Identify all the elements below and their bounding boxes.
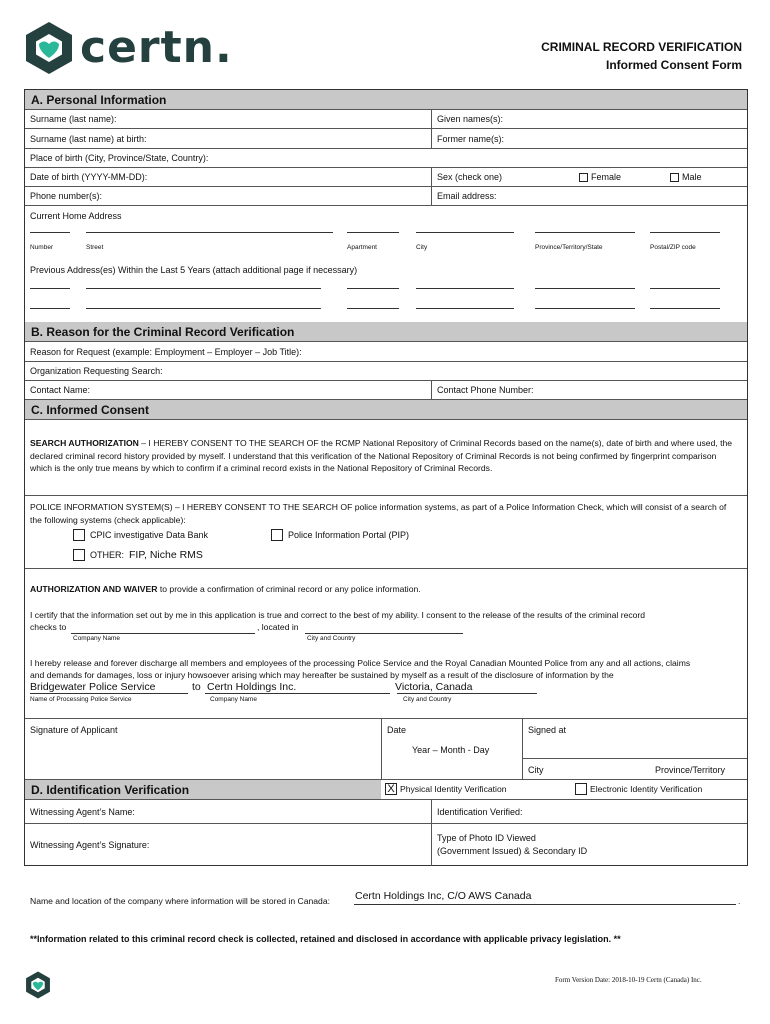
police-systems-block	[25, 496, 747, 569]
other-label: OTHER:	[90, 550, 125, 560]
form-subtitle: Informed Consent Form	[605, 58, 742, 72]
search-authorization-body: – I HEREBY CONSENT TO THE SEARCH OF the RCMP National Repository of Criminal Records based on the name(s), date of birth and where used, the declared criminal record history provided by myself. I understand that this verification of the National Repository of Criminal Records is not being confirmed by fingerprint comparison which is the only true means by which to confirm if a criminal record exists in the National Repository of Criminal Records.	[30, 438, 733, 473]
addr-province-label: Province/Territory/State	[535, 244, 603, 251]
surname-birth-label[interactable]: Surname (last name) at birth:	[30, 133, 147, 144]
prev2-apartment-field[interactable]	[347, 308, 399, 309]
release-line-1: I hereby release and forever discharge all members and employees of the processing Police Service and the Royal Canadian Mounted Police from any and all actions, claims	[30, 658, 691, 668]
certn-small-logo-icon	[24, 970, 52, 1000]
dob-row	[25, 168, 747, 187]
section-b-header	[25, 322, 747, 342]
prev1-street-field[interactable]	[86, 288, 321, 289]
section-a-header	[25, 90, 747, 110]
certify-city-label: City and Country	[307, 635, 356, 642]
female-label: Female	[591, 172, 622, 182]
sex-label: Sex (check one)	[437, 172, 503, 182]
addr-province-field[interactable]	[535, 232, 635, 233]
id-verified-label[interactable]: Identification Verified:	[437, 806, 523, 817]
electronic-verification-checkbox[interactable]	[575, 783, 587, 795]
agent-name-row	[25, 800, 747, 824]
consent-form	[24, 89, 748, 866]
certify-located-in: , located in	[257, 622, 299, 632]
certify-company-field[interactable]	[71, 633, 255, 634]
waiver-company-value[interactable]: Certn Holdings Inc.	[207, 681, 297, 693]
org-label[interactable]: Organization Requesting Search:	[30, 366, 163, 376]
contact-phone-label[interactable]: Contact Phone Number:	[437, 385, 534, 395]
to-word: to	[192, 681, 201, 693]
privacy-notice: **Information related to this criminal record check is collected, retained and disclosed in accordance with applicable privacy legislation. **	[30, 934, 621, 944]
certify-line-1: I certify that the information set out by me in this application is true and correct to the best of my ability. I consent to the release of the results of the criminal record	[30, 610, 646, 620]
storage-period: .	[738, 896, 741, 906]
certify-checks-to: checks to	[30, 622, 67, 632]
agent-signature-label[interactable]: Witnessing Agent’s Signature:	[30, 840, 150, 850]
other-systems-value[interactable]: FIP, Niche RMS	[129, 549, 203, 561]
waiver-company-field[interactable]	[205, 693, 390, 694]
pip-checkbox[interactable]	[271, 529, 283, 541]
addr-number-field[interactable]	[30, 232, 70, 233]
reason-row	[25, 342, 747, 362]
storage-field[interactable]	[354, 904, 736, 905]
email-label[interactable]: Email address:	[437, 191, 497, 201]
previous-address-label: Previous Address(es) Within the Last 5 Years (attach additional page if necessary)	[30, 265, 358, 275]
place-birth-row	[25, 149, 747, 168]
section-d-header	[25, 780, 747, 800]
signed-province-label: Province/Territory	[655, 765, 726, 775]
prev1-postal-field[interactable]	[650, 288, 720, 289]
photo-id-label-2: (Government Issued) & Secondary ID	[437, 846, 588, 856]
male-checkbox[interactable]	[670, 173, 679, 182]
prev2-postal-field[interactable]	[650, 308, 720, 309]
signed-at-label[interactable]: Signed at	[528, 725, 567, 735]
prev1-city-field[interactable]	[416, 288, 514, 289]
physical-verification-checkbox[interactable]: X	[385, 783, 397, 795]
addr-apartment-field[interactable]	[347, 232, 399, 233]
section-b-title: B. Reason for the Criminal Record Verification	[31, 325, 295, 339]
female-checkbox[interactable]	[579, 173, 588, 182]
auth-waiver-body: to provide a confirmation of criminal record or any police information.	[157, 584, 421, 594]
waiver-city-label: City and Country	[403, 696, 452, 703]
search-authorization-text	[30, 437, 740, 475]
org-row	[25, 362, 747, 381]
addr-street-field[interactable]	[86, 232, 333, 233]
authorization-waiver-block	[25, 569, 747, 719]
addr-postal-label: Postal/ZIP code	[650, 244, 696, 251]
surname-birth-row	[25, 129, 747, 149]
form-version: Form Version Date: 2018-10-19 Certn (Canada) Inc.	[555, 976, 702, 984]
addr-city-label: City	[416, 244, 428, 251]
agent-signature-row	[25, 824, 747, 866]
prev2-street-field[interactable]	[86, 308, 321, 309]
phone-label[interactable]: Phone number(s):	[30, 191, 103, 201]
contact-name-label[interactable]: Contact Name:	[30, 385, 91, 395]
release-line-2: and demands for damages, loss or injury howsoever arising which may hereafter be sustained by myself as a result of the disclosure of information by the	[30, 670, 614, 680]
addr-city-field[interactable]	[416, 232, 514, 233]
storage-value[interactable]: Certn Holdings Inc, C/O AWS Canada	[355, 890, 532, 902]
addr-number-label: Number	[30, 244, 54, 251]
prev2-number-field[interactable]	[30, 308, 70, 309]
address-block	[25, 206, 747, 327]
search-authorization-block	[25, 420, 747, 496]
electronic-verification-label: Electronic Identity Verification	[590, 784, 703, 794]
prev2-province-field[interactable]	[535, 308, 635, 309]
other-checkbox[interactable]	[73, 549, 85, 561]
agent-name-label[interactable]: Witnessing Agent’s Name:	[30, 806, 135, 817]
signature-block	[25, 719, 747, 780]
addr-street-label: Street	[86, 244, 104, 251]
given-names-label[interactable]: Given names(s):	[437, 114, 504, 124]
signed-city-label: City	[528, 765, 544, 775]
section-c-header	[25, 400, 747, 420]
form-title: CRIMINAL RECORD VERIFICATION	[541, 40, 742, 54]
surname-row	[25, 110, 747, 129]
certn-logo-icon	[22, 20, 76, 76]
surname-label[interactable]: Surname (last name):	[30, 114, 117, 124]
section-c-title: C. Informed Consent	[31, 403, 150, 417]
auth-waiver-heading: AUTHORIZATION AND WAIVER	[30, 584, 158, 594]
date-format-label: Year – Month - Day	[412, 745, 490, 755]
cpic-label: CPIC investigative Data Bank	[90, 530, 209, 540]
phone-row	[25, 187, 747, 206]
waiver-company-label: Company Name	[210, 696, 257, 703]
prev1-province-field[interactable]	[535, 288, 635, 289]
search-authorization-heading: SEARCH AUTHORIZATION	[30, 438, 139, 448]
waiver-location-field[interactable]	[397, 693, 537, 694]
storage-label: Name and location of the company where information will be stored in Canada:	[30, 896, 330, 906]
signature-applicant-label[interactable]: Signature of Applicant	[30, 725, 118, 735]
police-service-label: Name of Processing Police Service	[30, 696, 132, 703]
addr-postal-field[interactable]	[650, 232, 720, 233]
dob-label[interactable]: Date of birth (YYYY-MM-DD):	[30, 172, 148, 182]
former-names-label[interactable]: Former name(s):	[437, 133, 505, 144]
certify-city-field[interactable]	[305, 633, 463, 634]
waiver-location-value[interactable]: Victoria, Canada	[395, 681, 473, 693]
police-systems-text: POLICE INFORMATION SYSTEM(S) – I HEREBY CONSENT TO THE SEARCH OF police information systems, as part of a Police Information Check, which will consist of a search of the following systems (check applicable):	[30, 502, 727, 525]
male-label: Male	[682, 172, 702, 182]
section-d-title: D. Identification Verification	[31, 783, 190, 797]
prev2-city-field[interactable]	[416, 308, 514, 309]
cpic-checkbox[interactable]	[73, 529, 85, 541]
prev1-number-field[interactable]	[30, 288, 70, 289]
prev1-apartment-field[interactable]	[347, 288, 399, 289]
current-address-label: Current Home Address	[30, 211, 122, 221]
certify-company-label: Company Name	[73, 635, 120, 642]
reason-label[interactable]: Reason for Request (example: Employment – Employer – Job Title):	[30, 346, 302, 357]
police-service-value[interactable]: Bridgewater Police Service	[30, 681, 156, 693]
date-label[interactable]: Date	[387, 725, 407, 735]
place-birth-label[interactable]: Place of birth (City, Province/State, Country):	[30, 153, 209, 163]
certn-wordmark: certn.	[80, 22, 233, 73]
addr-apartment-label: Apartment	[347, 244, 377, 251]
photo-id-label-1[interactable]: Type of Photo ID Viewed	[437, 833, 536, 843]
contact-row	[25, 381, 747, 400]
auth-waiver-text	[30, 583, 740, 596]
police-service-field[interactable]	[30, 693, 188, 694]
section-a-title: A. Personal Information	[31, 93, 167, 107]
physical-verification-label: Physical Identity Verification	[400, 784, 507, 794]
pip-label: Police Information Portal (PIP)	[288, 530, 410, 540]
